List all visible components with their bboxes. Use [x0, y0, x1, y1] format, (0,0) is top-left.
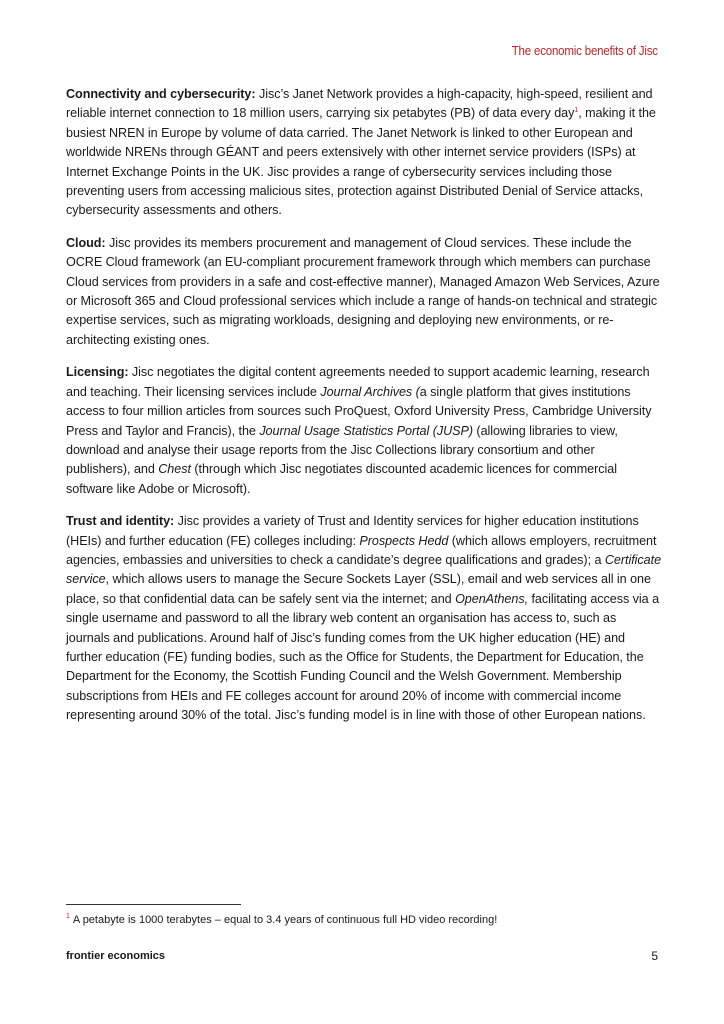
- paragraph-licensing: [66, 363, 662, 499]
- licensing-text-d: (through which Jisc negotiates discounted academic licences for commercial software like Adobe or Microsoft).: [66, 462, 617, 496]
- footnote-divider: [66, 904, 241, 905]
- trust-text-b: (which allows employers, recruitment agencies, embassies and universities to check a candidate’s degree qualifications and grades); a: [66, 533, 657, 567]
- cloud-text: Jisc provides its members procurement and management of Cloud services. These include the OCRE Cloud framework (an EU-compliant procurement framework through which members can purchase Cloud services from providers in a safe and cost-effective manner), Managed Amazon Web Services, Azure or Microsoft 365 and Cloud professional services which include a range of hands-on technical and strategic expertise services, such as migrating workloads, designing and deploying new environments, or re-architecting existing ones.: [66, 235, 660, 347]
- licensing-chest: Chest: [158, 462, 191, 477]
- trust-text-d: facilitating access via a single username and password to all the library web content an organisation has access to, such as journals and publications. Around half of Jisc’s funding comes from the UK higher education (HE) and further education (FE) funding bodies, such as the Office for Students, the Department for Education, the Department for the Economy, the Scottish Funding Council and the Welsh Government. Membership subscriptions from HEIs and FE colleges account for around 20% of income with commercial income representing around 30% of the total. Jisc’s funding model is in line with those of other European nations.: [66, 591, 660, 723]
- licensing-text-b: a single platform that gives institutions access to four million articles from sources such ProQuest, Oxford University Press, Cambridge University Press and Taylor and Francis), the: [66, 384, 652, 438]
- connectivity-text-a: Jisc’s Janet Network provides a high-capacity, high-speed, resilient and reliable internet connection to 18 million users, carrying six petabytes (PB) of data every day: [66, 87, 653, 121]
- footer-page-number: 5: [651, 949, 658, 963]
- footnote-reference[interactable]: 1: [574, 107, 579, 115]
- heading-licensing: Licensing:: [66, 365, 129, 380]
- trust-certificate-service: Certificate service: [66, 552, 662, 587]
- trust-text-c: , which allows users to manage the Secure Sockets Layer (SSL), email and web services all in one place, so that confidential data can be safely sent via the internet; and: [66, 572, 651, 606]
- trust-openathens: OpenAthens,: [455, 591, 529, 606]
- paragraph-connectivity: [66, 85, 662, 221]
- footnote-text: A petabyte is 1000 terabytes – equal to 3.4 years of continuous full HD video recording!: [72, 914, 498, 926]
- trust-text-a: Jisc provides a variety of Trust and Identity services for higher education institutions (HEIs) and further education (FE) colleges including:: [66, 514, 639, 548]
- licensing-jusp: Journal Usage Statistics Portal (JUSP): [259, 423, 473, 438]
- running-header-title: The economic benefits of Jisc: [511, 44, 658, 58]
- licensing-journal-archives: Journal Archives (: [320, 384, 420, 399]
- trust-prospects-hedd: Prospects Hedd: [359, 533, 449, 548]
- connectivity-text-b: , making it the busiest NREN in Europe by volume of data carried. The Janet Network is linked to other European and worldwide NRENs through GÉANT and peers extensively with other internet service providers (ISPs) at Internet Exchange Points in the UK. Jisc provides a range of cybersecurity services including those preventing users from accessing malicious sites, protection against Distributed Denial of Service attacks, cybersecurity assessments and others.: [66, 106, 656, 218]
- footnote-marker: 1: [66, 913, 70, 921]
- paragraph-trust-identity: [66, 512, 662, 725]
- footnote: [66, 913, 666, 928]
- body-text: [66, 85, 662, 739]
- licensing-text-a: Jisc negotiates the digital content agreements needed to support academic learning, research and teaching. Their licensing services include: [66, 365, 650, 399]
- heading-cloud: Cloud:: [66, 235, 106, 250]
- heading-connectivity: Connectivity and cybersecurity:: [66, 87, 256, 101]
- heading-trust-identity: Trust and identity:: [66, 514, 175, 529]
- licensing-text-c: (allowing libraries to view, download and analyse their usage reports from the Jisc Collections library consortium and other publishers), and: [66, 423, 618, 477]
- footer-publisher: frontier economics: [66, 950, 166, 962]
- paragraph-cloud: [66, 234, 662, 350]
